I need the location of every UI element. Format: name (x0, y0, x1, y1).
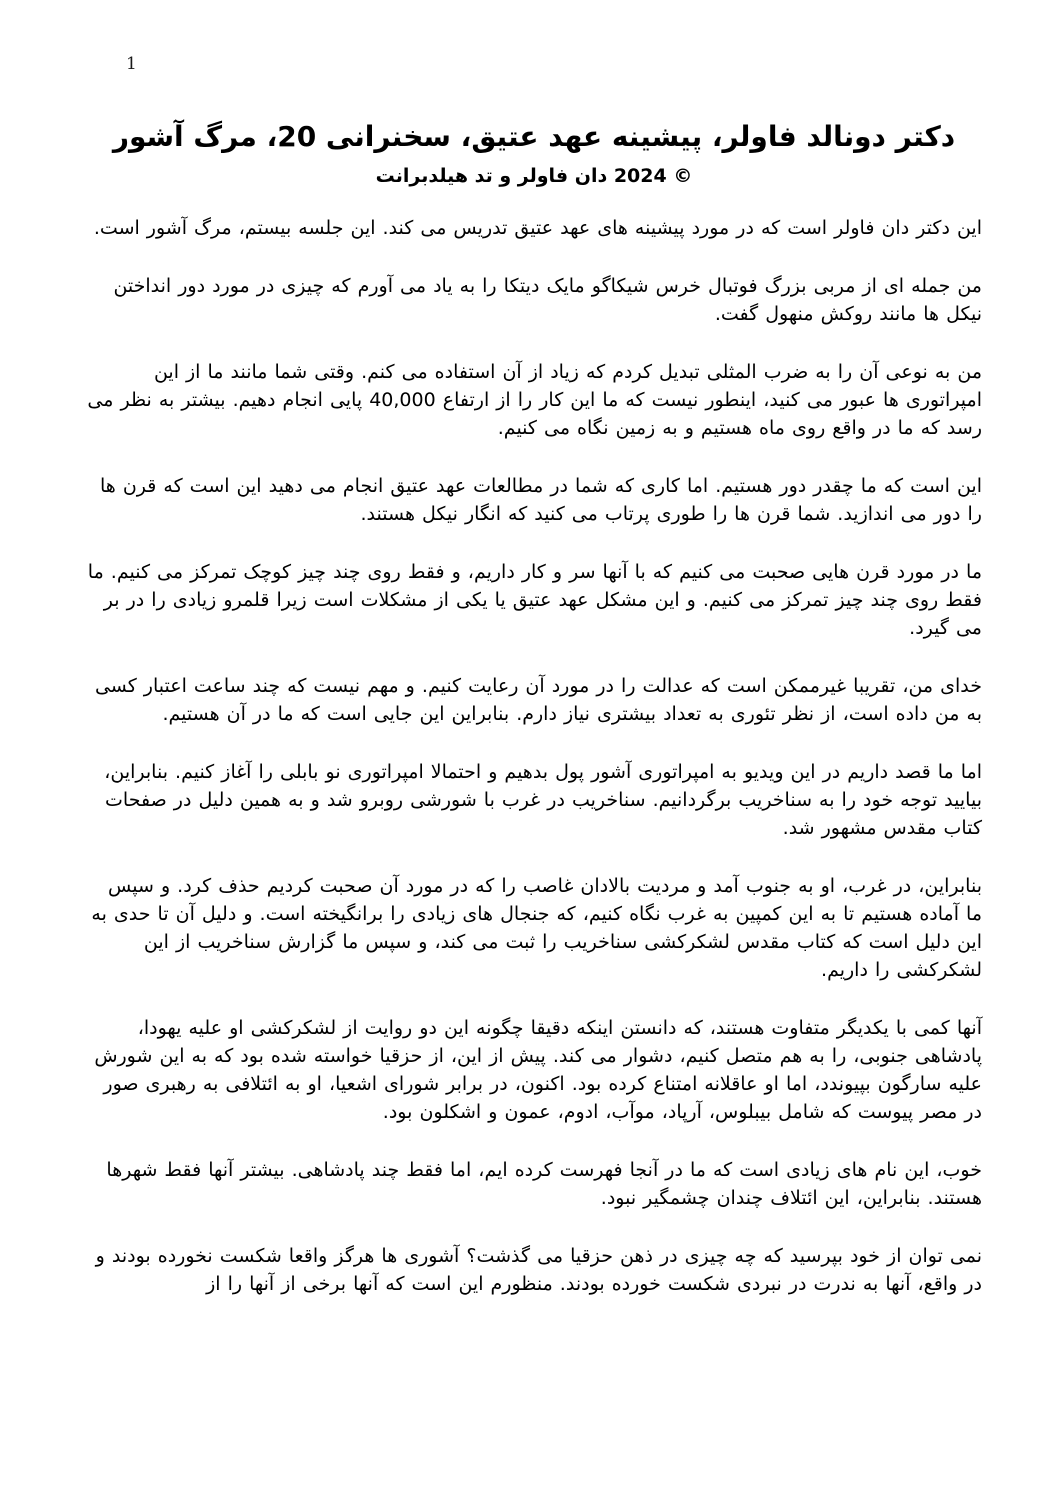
paragraph-6: خدای من، تقریبا غیرممکن است که عدالت را در مورد آن رعایت کنیم. و مهم نیست که چند ساعت اعتبار کسی به من داده است، از نظر تئوری به تعداد بیشتری نیاز دارم. بنابراین این جایی است که ما در آن هستیم. (94, 675, 982, 725)
paragraph-7: اما ما قصد داریم در این ویدیو به امپراتوری آشور پول بدهیم و احتمالا امپراتوری نو بابلی را آغاز کنیم. بنابراین، بیایید توجه خود را به سناخریب برگردانیم. سناخریب در غرب با شورشی روبرو شد و به همین دلیل در صفحات کتاب مقدس مشهور شد. (104, 761, 982, 839)
paragraph-3: من به نوعی آن را به ضرب المثلی تبدیل کردم که زیاد از آن استفاده می کنم. وقتی شما مانند ما از این امپراتوری ها عبور می کنید، اینطور نیست که ما این کار را از ارتفاع 40,000 پایی انجام دهیم. بیشتر به نظر می رسد که ما در واقع روی ماه هستیم و به زمین نگاه می کنیم. (87, 361, 982, 439)
copyright-line: © 2024 دان فاولر و تد هیلدبرانت (375, 165, 693, 187)
paragraph-4: این است که ما چقدر دور هستیم. اما کاری که شما در مطالعات عهد عتیق انجام می دهید این است که قرن ها را دور می اندازید. شما قرن ها را طوری پرتاب می کنید که انگار نیکل هستند. (99, 475, 982, 525)
paragraph-10: خوب، این نام های زیادی است که ما در آنجا فهرست کرده ایم، اما فقط چند پادشاهی. بیشتر آنها فقط شهرها هستند. بنابراین، این ائتلاف چندان چشمگیر نبود. (106, 1159, 982, 1209)
document-title: دکتر دونالد فاولر، پیشینه عهد عتیق، سخنرانی 20، مرگ آشور (112, 120, 956, 153)
document-content (86, 114, 982, 1298)
page-number: 1 (126, 54, 137, 74)
paragraph-11: نمی توان از خود بپرسید که چه چیزی در ذهن حزقیا می گذشت؟ آشوری ها هرگز واقعا شکست نخورده بودند و در واقع، آنها به ندرت در نبردی شکست خورده بودند. منظورم این است که آنها برخی از آنها را از (95, 1245, 982, 1295)
paragraph-5: ما در مورد قرن هایی صحبت می کنیم که با آنها سر و کار داریم، و فقط روی چند چیز کوچک تمرکز می کنیم. ما فقط روی چند چیز تمرکز می کنیم. و این مشکل عهد عتیق یا یکی از مشکلات است زیرا قلمرو زیادی را در بر می گیرد. (87, 561, 982, 639)
paragraph-2: من جمله ای از مربی بزرگ فوتبال خرس شیکاگو مایک دیتکا را به یاد می آورم که چیزی در مورد دور انداختن نیکل ها مانند روکش منهول گفت. (113, 275, 982, 325)
paragraph-9: آنها کمی با یکدیگر متفاوت هستند، که دانستن اینکه دقیقا چگونه این دو روایت از لشکرکشی او علیه یهودا، پادشاهی جنوبی، را به هم متصل کنیم، دشوار می کند. پیش از این، از حزقیا خواسته شده بود که به این شورش علیه سارگون بپیوندد، اما او عاقلانه امتناع کرده بود. اکنون، در برابر شورای اشعیا، او به ائتلافی به رهبری صور در مصر پیوست که شامل بیبلوس، آرپاد، موآب، ادوم، عمون و اشکلون بود. (94, 1017, 982, 1123)
body-text (86, 214, 982, 1298)
paragraph-8: بنابراین، در غرب، او به جنوب آمد و مردیت بالادان غاصب را که در مورد آن صحبت کردیم حذف کرد. و سپس ما آماده هستیم تا به این کمپین به غرب نگاه کنیم، که جنجال های زیادی را برانگیخته است. و دلیل آن تا حدی به این دلیل است که کتاب مقدس لشکرکشی سناخریب را ثبت می کند، و سپس ما گزارش سناخریب از این لشکرکشی را داریم. (91, 875, 982, 981)
paragraph-1: این دکتر دان فاولر است که در مورد پیشینه های عهد عتیق تدریس می کند. این جلسه بیستم، مرگ آشور است. (93, 217, 982, 239)
